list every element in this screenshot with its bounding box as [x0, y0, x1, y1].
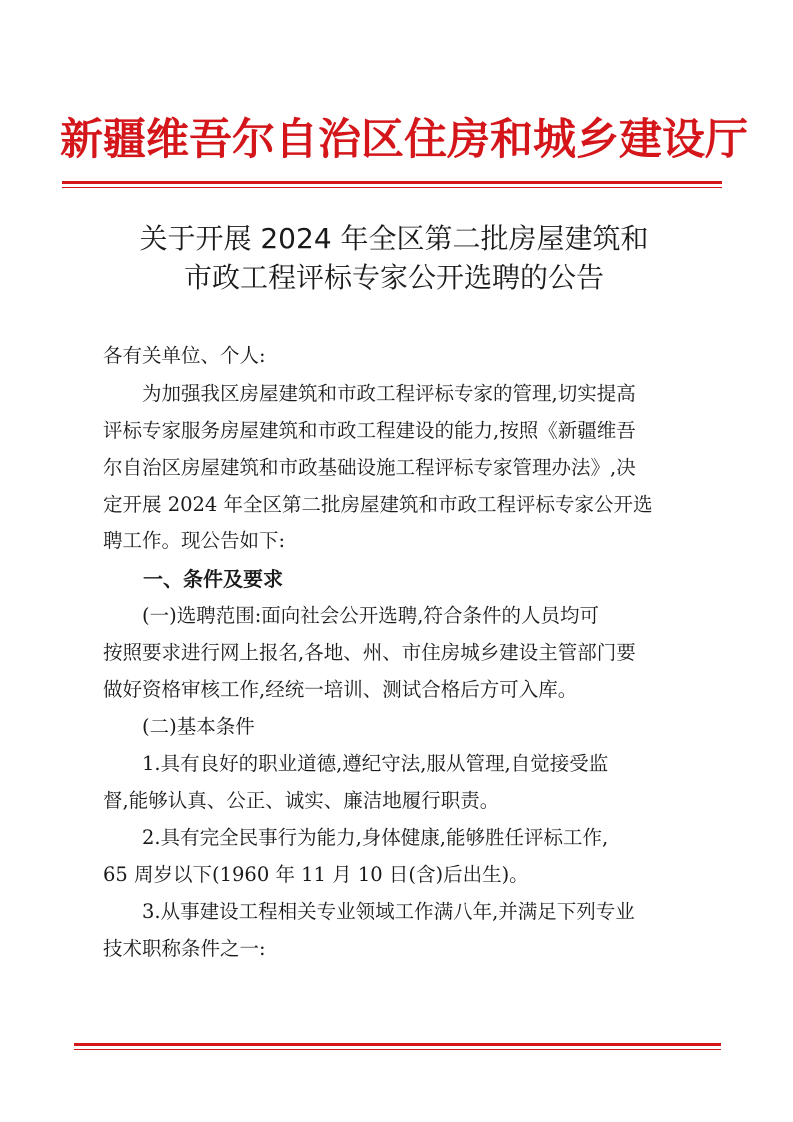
body-line: 3.从事建设工程相关专业领域工作满八年,并满足下列专业	[103, 900, 635, 923]
body-line: 2.具有完全民事行为能力,身体健康,能够胜任评标工作,	[103, 826, 609, 849]
body-line: 督,能够认真、公正、诚实、廉洁地履行职责。	[103, 789, 500, 812]
top-divider-thick	[62, 181, 722, 184]
body-line: 65 周岁以下(1960 年 11 月 10 日(含)后出生)。	[103, 863, 529, 886]
document-title-line-1: 关于开展 2024 年全区第二批房屋建筑和	[139, 222, 649, 255]
body-line: 1.具有良好的职业道德,遵纪守法,服从管理,自觉接受监	[103, 752, 609, 775]
body-line: 按照要求进行网上报名,各地、州、市住房城乡建设主管部门要	[103, 641, 636, 664]
issuer-masthead: 新疆维吾尔自治区住房和城乡建设厅	[60, 115, 748, 165]
salutation: 各有关单位、个人:	[103, 344, 266, 367]
body-line: 做好资格审核工作,经统一培训、测试合格后方可入库。	[103, 678, 578, 701]
body-line: 技术职称条件之一:	[103, 937, 266, 960]
body-line: (一)选聘范围:面向社会公开选聘,符合条件的人员均可	[103, 604, 599, 627]
section-heading: 一、条件及要求	[103, 567, 283, 591]
subsection-heading: (二)基本条件	[103, 715, 255, 738]
body-line: 为加强我区房屋建筑和市政工程评标专家的管理,切实提高	[103, 382, 636, 405]
body-line: 评标专家服务房屋建筑和市政工程建设的能力,按照《新疆维吾	[103, 419, 636, 442]
document-title-line-2: 市政工程评标专家公开选聘的公告	[183, 261, 604, 294]
body-line: 尔自治区房屋建筑和市政基础设施工程评标专家管理办法》,决	[103, 456, 636, 479]
top-divider-thin	[62, 187, 722, 188]
body-line: 定开展 2024 年全区第二批房屋建筑和市政工程评标专家公开选	[103, 493, 653, 516]
bottom-divider-thick	[74, 1043, 721, 1046]
bottom-divider-thin	[74, 1049, 721, 1050]
body-line: 聘工作。现公告如下:	[103, 529, 286, 552]
